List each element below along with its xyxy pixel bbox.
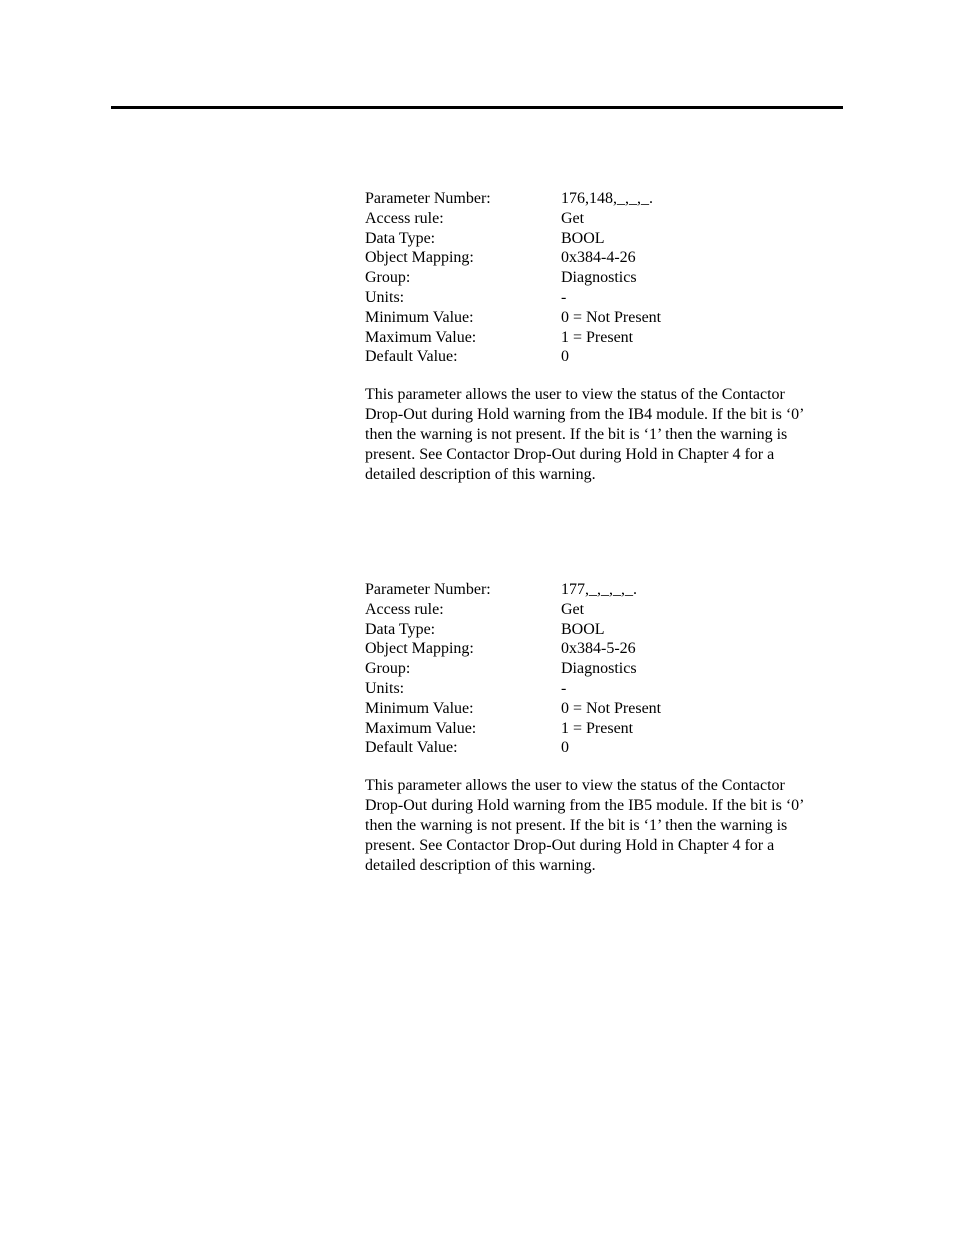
parameter-label: Object Mapping: xyxy=(365,249,474,267)
parameter-description: This parameter allows the user to view the status of the Contactor Drop-Out during Hold warning from the IB5 module. If the bit is ‘0’ then the warning is not present. If the bit is ‘1’ then the warning is present. See Contactor Drop-Out during Hold in Chapter 4 for a detailed description of this warning. xyxy=(365,777,805,875)
parameter-value: 1 = Present xyxy=(561,719,634,737)
header-rule xyxy=(111,106,843,109)
parameter-value: 0 xyxy=(561,348,569,366)
parameter-label: Minimum Value: xyxy=(365,308,474,326)
parameter-row-number xyxy=(365,580,845,600)
parameter-value: 176,148,_,_,_. xyxy=(561,190,653,207)
parameter-value: 0 xyxy=(561,739,569,757)
parameter-table xyxy=(365,580,845,758)
parameter-description: This parameter allows the user to view the status of the Contactor Drop-Out during Hold warning from the IB4 module. If the bit is ‘0’ then the warning is not present. If the bit is ‘1’ then the warning is present. See Contactor Drop-Out during Hold in Chapter 4 for a detailed description of this warning. xyxy=(365,386,805,484)
parameter-row-maximum-value xyxy=(365,328,845,348)
parameter-row-access-rule xyxy=(365,209,845,229)
parameter-value: Diagnostics xyxy=(561,269,637,287)
parameter-value: BOOL xyxy=(561,229,605,247)
parameter-row-data-type xyxy=(365,229,845,249)
parameter-row-default-value xyxy=(365,738,845,758)
parameter-label: Default Value: xyxy=(365,739,458,757)
parameter-value: 177,_,_,_,_. xyxy=(561,581,637,598)
parameter-label: Maximum Value: xyxy=(365,719,477,737)
parameter-label: Access rule: xyxy=(365,209,444,227)
parameter-block xyxy=(365,189,845,485)
parameter-label: Parameter Number: xyxy=(365,581,491,598)
parameter-value: 0 = Not Present xyxy=(561,308,662,326)
parameter-label: Default Value: xyxy=(365,348,458,366)
parameter-row-units xyxy=(365,288,845,308)
parameter-value: BOOL xyxy=(561,620,605,638)
parameter-row-access-rule xyxy=(365,600,845,620)
parameter-row-units xyxy=(365,679,845,699)
parameter-row-default-value xyxy=(365,347,845,367)
parameter-label: Access rule: xyxy=(365,600,444,618)
parameter-value: 0x384-5-26 xyxy=(561,640,636,658)
parameter-row-maximum-value xyxy=(365,719,845,739)
parameter-value: 0 = Not Present xyxy=(561,699,662,717)
parameter-value: - xyxy=(561,288,567,306)
parameter-row-data-type xyxy=(365,620,845,640)
parameter-row-minimum-value xyxy=(365,699,845,719)
parameter-value: Get xyxy=(561,209,585,227)
parameter-value: 1 = Present xyxy=(561,328,634,346)
parameter-row-group xyxy=(365,268,845,288)
parameter-label: Group: xyxy=(365,269,411,287)
parameter-label: Group: xyxy=(365,660,411,678)
parameter-value: - xyxy=(561,679,567,697)
parameter-table xyxy=(365,189,845,367)
parameter-label: Parameter Number: xyxy=(365,190,491,207)
parameter-label: Minimum Value: xyxy=(365,699,474,717)
parameter-row-number xyxy=(365,189,845,209)
parameter-label: Units: xyxy=(365,679,405,697)
parameter-block xyxy=(365,580,845,876)
parameter-row-object-mapping xyxy=(365,639,845,659)
parameter-row-minimum-value xyxy=(365,308,845,328)
parameter-value: 0x384-4-26 xyxy=(561,249,636,267)
parameter-label: Units: xyxy=(365,288,405,306)
parameter-label: Data Type: xyxy=(365,620,436,638)
parameter-row-object-mapping xyxy=(365,248,845,268)
parameter-row-group xyxy=(365,659,845,679)
parameter-value: Get xyxy=(561,600,585,618)
parameter-label: Maximum Value: xyxy=(365,328,477,346)
parameter-value: Diagnostics xyxy=(561,660,637,678)
parameter-label: Object Mapping: xyxy=(365,640,474,658)
parameter-label: Data Type: xyxy=(365,229,436,247)
